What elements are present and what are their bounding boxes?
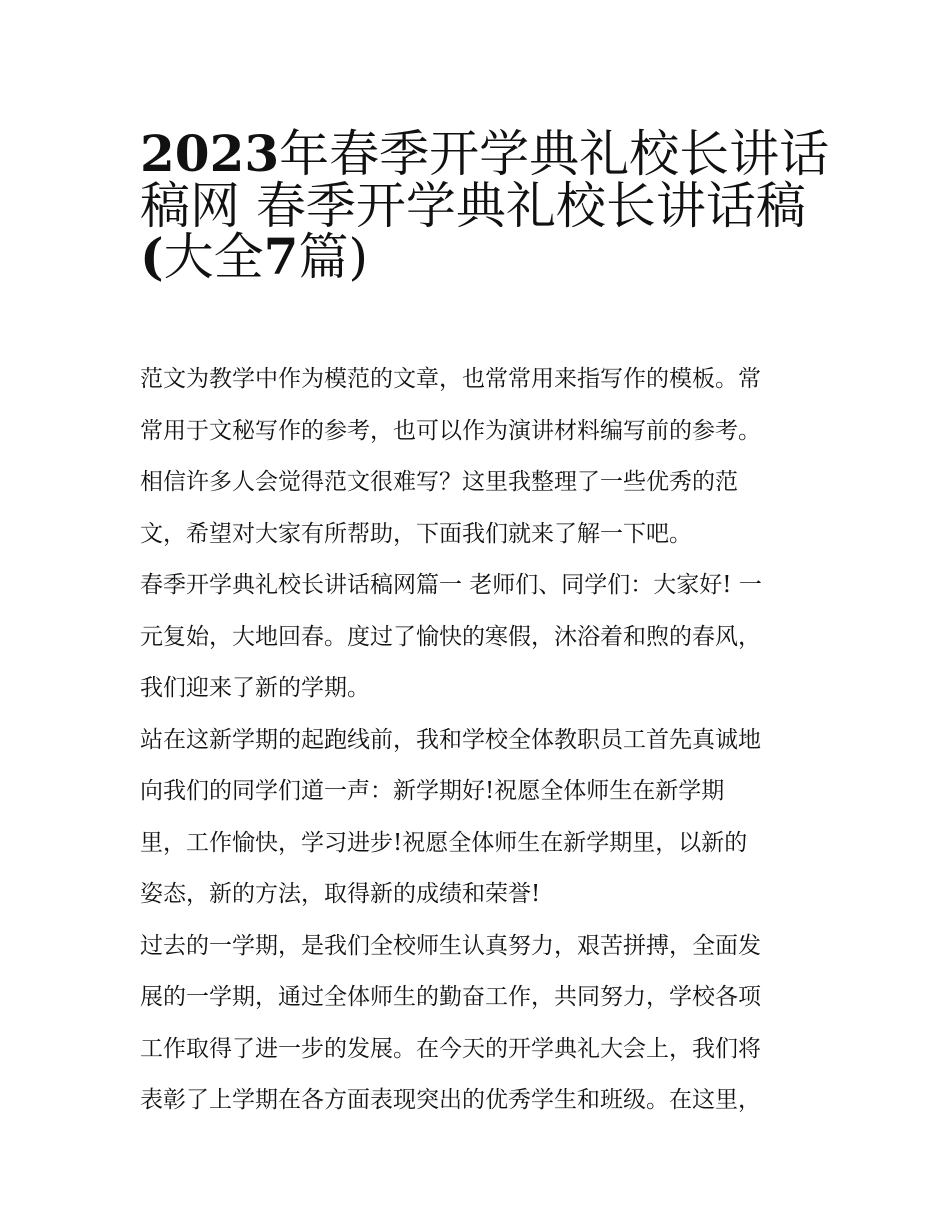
body-line: 常用于文秘写作的参考，也可以作为演讲材料编写前的参考。 bbox=[140, 417, 761, 444]
body-line: 里，工作愉快，学习进步!祝愿全体师生在新学期里，以新的 bbox=[140, 829, 748, 856]
title-line-1-text: 年春季开学典礼校长讲话 bbox=[279, 125, 830, 183]
title-year: 2023 bbox=[140, 124, 280, 183]
title-open-paren: ( bbox=[140, 227, 164, 286]
title-line-3-suffix: 篇) bbox=[298, 228, 368, 286]
body-line: 我们迎来了新的学期。 bbox=[140, 675, 370, 701]
body-line: 春季开学典礼校长讲话稿网篇一 老师们、同学们：大家好! 一 bbox=[140, 572, 762, 598]
title-line-1 bbox=[140, 112, 830, 183]
body-line: 相信许多人会觉得范文很难写？这里我整理了一些优秀的范 bbox=[140, 469, 738, 495]
body-line: 工作取得了进一步的发展。在今天的开学典礼大会上，我们将 bbox=[140, 1035, 761, 1062]
body-line: 过去的一学期，是我们全校师生认真努力，艰苦拼搏，全面发 bbox=[140, 932, 761, 959]
title-line-2 bbox=[140, 164, 820, 235]
document-title bbox=[140, 112, 830, 286]
body-line: 向我们的同学们道一声：新学期好!祝愿全体师生在新学期 bbox=[140, 778, 725, 804]
body-line: 展的一学期，通过全体师生的勤奋工作，共同努力，学校各项 bbox=[140, 984, 761, 1010]
body-line: 元复始，大地回春。度过了愉快的寒假，沐浴着和煦的春风， bbox=[140, 623, 761, 650]
body-line: 站在这新学期的起跑线前，我和学校全体教职员工首先真诚地 bbox=[140, 726, 761, 753]
title-line-3-text: 大全 bbox=[163, 228, 264, 286]
body-line: 表彰了上学期在各方面表现突出的优秀学生和班级。在这里， bbox=[140, 1087, 761, 1113]
title-count: 7 bbox=[263, 227, 299, 286]
title-line-2-text: 稿网 春季开学典礼校长讲话稿 bbox=[140, 176, 806, 235]
document-body bbox=[140, 354, 820, 1127]
body-line: 姿态，新的方法，取得新的成绩和荣誉! bbox=[140, 881, 541, 907]
body-line: 范文为教学中作为模范的文章，也常常用来指写作的模板。常 bbox=[140, 366, 761, 392]
body-line: 文，希望对大家有所帮助，下面我们就来了解一下吧。 bbox=[140, 520, 692, 547]
